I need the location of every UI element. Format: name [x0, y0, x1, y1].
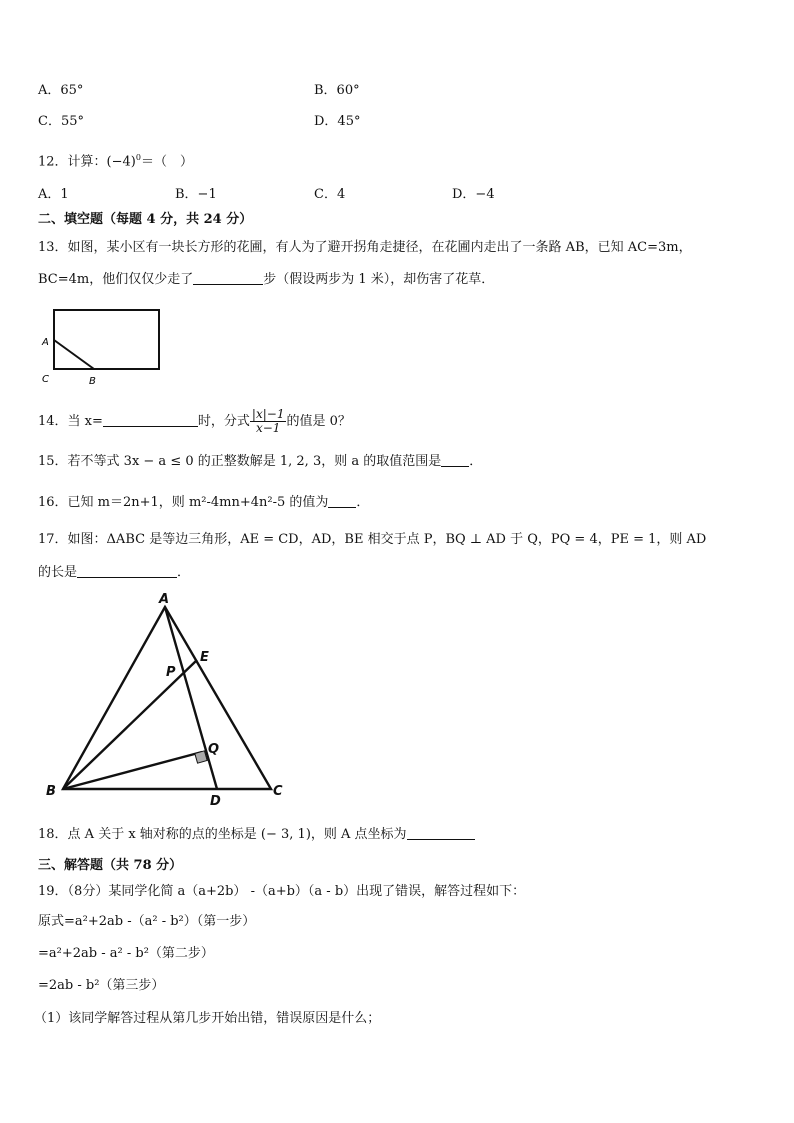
label-p: P — [166, 665, 176, 680]
q13-line-2 — [38, 270, 494, 290]
q15-stem — [38, 452, 482, 472]
q19-step-1: 原式=a²+2ab -（a² - b²）（第一步） — [38, 914, 256, 929]
q13-text-b: 步（假设两步为 1 米），却伤害了花草． — [263, 272, 495, 287]
q13-answer-blank[interactable] — [193, 270, 263, 285]
q11-option-b: B．60° — [314, 83, 360, 98]
q14-denominator: x−1 — [255, 421, 281, 435]
label-a: A — [159, 592, 170, 607]
q16-text-a: 16．已知 m＝2n+1，则 m²-4mn+4n²-5 的值为 — [38, 495, 329, 510]
label-e: E — [200, 650, 209, 665]
q19-step-3: =2ab - b²（第三步） — [38, 978, 165, 993]
q19-intro: 19．（8分）某同学化简 a（a+2b） -（a+b）（a - b）出现了错误，解答过程如下： — [38, 884, 526, 899]
q17-line-2 — [38, 563, 190, 583]
q17-answer-blank[interactable] — [77, 563, 177, 578]
q11-option-a: A．65° — [38, 83, 84, 98]
garden-rectangle — [54, 310, 159, 369]
section-2-heading: 二、填空题（每题 4 分，共 24 分） — [38, 212, 253, 227]
q15-text-a: 15．若不等式 3x − a ≤ 0 的正整数解是 1, 2, 3，则 a 的取值范围是 — [38, 454, 442, 469]
label-b: B — [46, 784, 56, 799]
q18-stem — [38, 825, 475, 845]
q11-option-d: D．45° — [314, 114, 361, 129]
segment-ad — [165, 607, 220, 789]
q12-option-a: A．1 — [38, 187, 69, 202]
section-3-heading: 三、解答题（共 78 分） — [38, 858, 183, 873]
q12-option-d: D．−4 — [452, 187, 495, 202]
label-a: A — [42, 337, 49, 348]
right-angle-marker — [195, 751, 207, 763]
q19-step-2: =a²+2ab - a² - b²（第二步） — [38, 946, 214, 961]
label-d: D — [210, 794, 221, 809]
q11-option-c: C．55° — [38, 114, 84, 129]
path-ab — [54, 340, 94, 369]
q14-text-a: 14．当 x= — [38, 414, 103, 429]
q17-triangle-figure — [40, 585, 300, 810]
q18-answer-blank[interactable] — [407, 825, 475, 840]
q14-numerator: |x|−1 — [251, 407, 285, 421]
segment-be — [63, 660, 197, 789]
q15-text-b: ． — [469, 454, 483, 469]
q15-answer-blank[interactable] — [441, 452, 469, 467]
q12-stem — [38, 148, 193, 172]
q16-answer-blank[interactable] — [328, 493, 356, 508]
q12-suffix: ＝（ ） — [140, 154, 193, 170]
q14-stem — [38, 404, 351, 440]
q12-exp: 0 — [135, 153, 141, 162]
q12-prefix: 12．计算： — [38, 154, 107, 170]
label-c: C — [273, 784, 283, 799]
label-q: Q — [208, 742, 220, 757]
q13-text-a: BC=4m，他们仅仅少走了 — [38, 272, 194, 287]
q14-answer-blank[interactable] — [103, 412, 198, 427]
q17-line-1: 17．如图：ΔABC 是等边三角形，AE = CD，AD，BE 相交于点 P，BQ ⊥ AD 于 Q，PQ = 4，PE = 1，则 AD — [38, 532, 707, 547]
q17-text-b: ． — [177, 565, 191, 580]
q14-text-b: 时，分式 — [197, 414, 250, 429]
q12-option-b: B．−1 — [175, 187, 217, 202]
label-b: B — [89, 376, 96, 387]
q18-text: 18．点 A 关于 x 轴对称的点的坐标是 (− 3, 1)，则 A 点坐标为 — [38, 827, 407, 842]
q13-line-1: 13．如图，某小区有一块长方形的花圃，有人为了避开拐角走捷径，在花圃内走出了一条路 AB，已知 AC=3m， — [38, 240, 692, 255]
q14-text-c: 的值是 0？ — [286, 414, 351, 429]
label-c: C — [42, 374, 49, 385]
q12-option-c: C．4 — [314, 187, 346, 202]
q16-stem — [38, 493, 369, 513]
q17-text-a: 的长是 — [38, 565, 78, 580]
q12-expr: (−4) — [106, 154, 136, 170]
q14-fraction — [250, 408, 287, 435]
q16-text-b: ． — [356, 495, 370, 510]
q19-subquestion-1: （1）该同学解答过程从第几步开始出错，错误原因是什么； — [34, 1011, 381, 1026]
q13-garden-figure — [36, 305, 166, 390]
